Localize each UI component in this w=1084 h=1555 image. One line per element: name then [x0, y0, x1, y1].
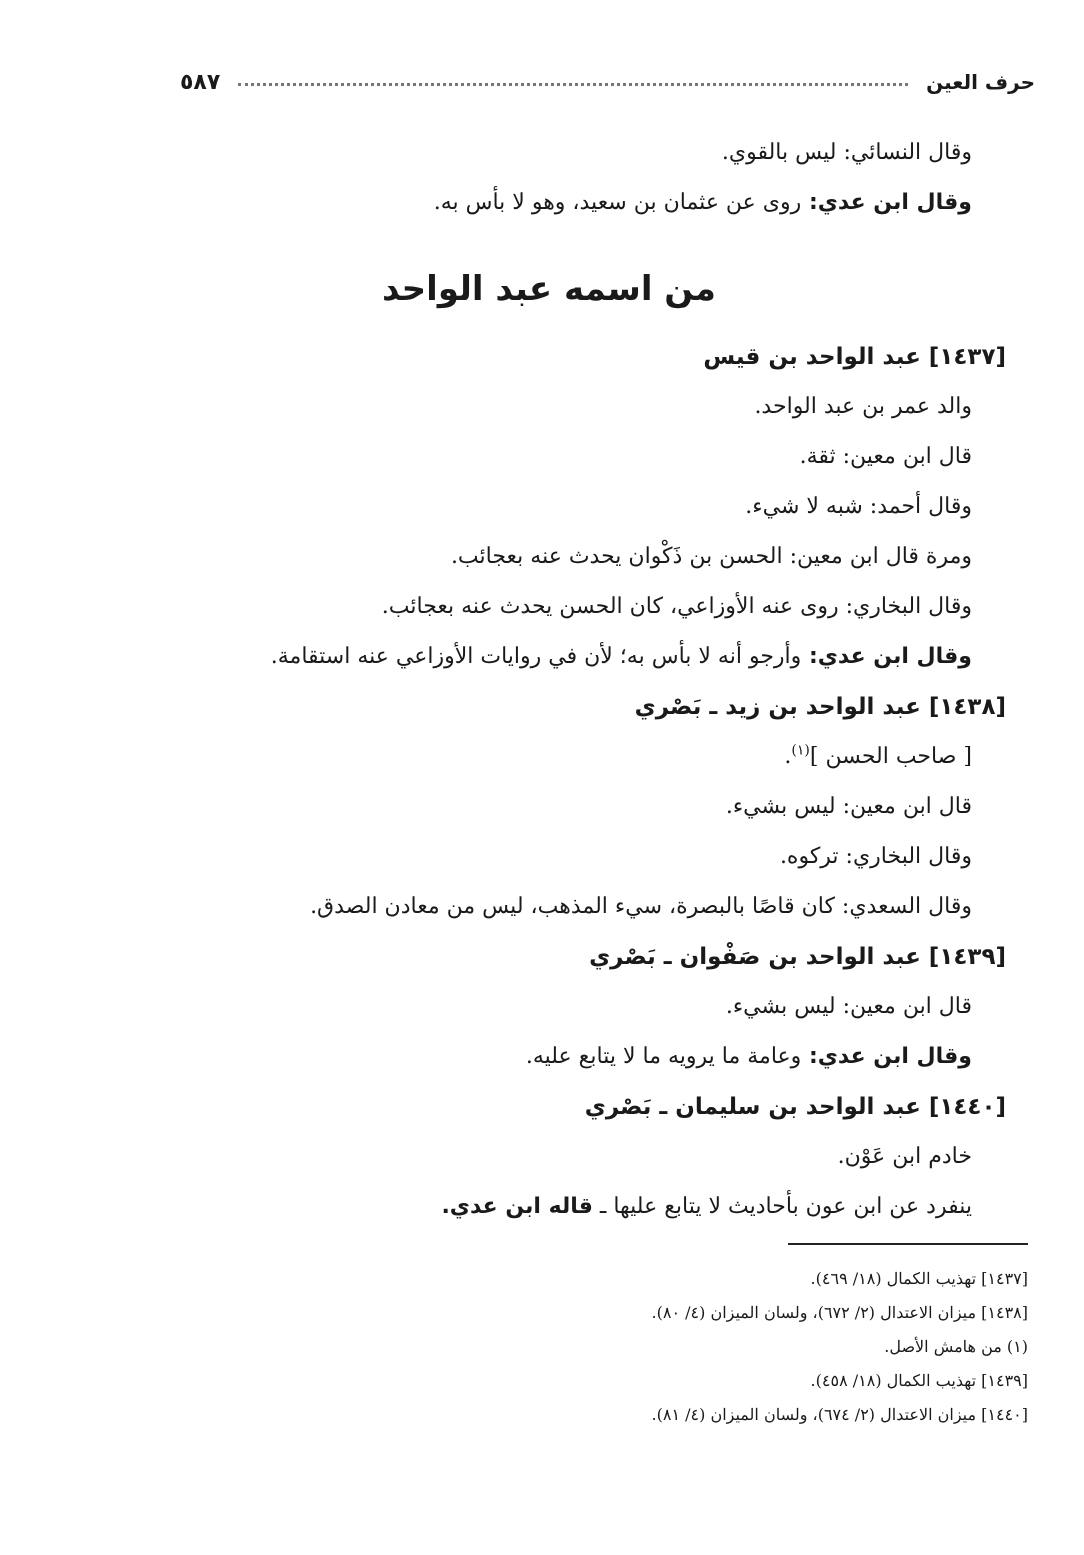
final-attribution: قاله ابن عدي.: [441, 1194, 593, 1219]
entry-heading-1440: [١٤٤٠] عبد الواحد بن سليمان ـ بَصْري: [584, 1094, 1006, 1120]
entry-line: وقال السعدي: كان قاصًا بالبصرة، سيء المذهب، ليس من معادن الصدق.: [310, 894, 972, 919]
entry-line: وقال أحمد: شبه لا شيء.: [745, 494, 972, 519]
entry-closing-line: [164, 1032, 974, 1082]
entry-final-line: [164, 1182, 974, 1232]
intro-line-nasai: [164, 128, 974, 178]
footnote: [١٤٤٠] ميزان الاعتدال (٢/ ٦٧٤)، ولسان الميزان (٤/ ٨١).: [651, 1405, 1028, 1424]
intro-statement: ليس بالقوي.: [721, 140, 837, 165]
intro-speaker: وقال النسائي:: [836, 140, 972, 165]
header-dotted-rule: [238, 83, 908, 86]
entry-line: خادم ابن عَوْن.: [837, 1144, 972, 1169]
bracketed-note: [ صاحب الحسن ]: [809, 744, 972, 769]
entry-heading-1438: [١٤٣٨] عبد الواحد بن زيد ـ بَصْري: [634, 694, 1006, 720]
section-heading: من اسمه عبد الواحد: [382, 269, 716, 309]
footnote: [١٤٣٨] ميزان الاعتدال (٢/ ٦٧٢)، ولسان الميزان (٤/ ٨٠).: [651, 1303, 1028, 1322]
entry-line: قال ابن معين: ليس بشيء.: [725, 794, 972, 819]
ibn-adi-speaker: وقال ابن عدي:: [801, 1044, 972, 1069]
footnote-separator: [788, 1243, 1028, 1245]
entry-line: وقال البخاري: روى عنه الأوزاعي، كان الحسن يحدث عنه بعجائب.: [381, 594, 972, 619]
footnote: [١٤٣٩] تهذيب الكمال (١٨/ ٤٥٨).: [810, 1371, 1028, 1390]
footnote-reference[interactable]: (١): [791, 742, 810, 759]
entry-heading-1437: [١٤٣٧] عبد الواحد بن قيس: [703, 344, 1006, 370]
chapter-title: حرف العين: [926, 70, 1035, 94]
footnote: (١) من هامش الأصل.: [884, 1337, 1028, 1356]
final-statement: ينفرد عن ابن عون بأحاديث لا يتابع عليها ـ: [592, 1194, 972, 1219]
entry-line: قال ابن معين: ليس بشيء.: [725, 994, 972, 1019]
entry-closing-line: [164, 632, 974, 682]
page-number: ٥٨٧: [180, 69, 221, 95]
entry-line: والد عمر بن عبد الواحد.: [754, 394, 972, 419]
bracketed-note-line: [164, 732, 974, 782]
ibn-adi-statement: وعامة ما يرويه ما لا يتابع عليه.: [525, 1044, 802, 1069]
running-header: [180, 62, 1035, 102]
main-text: [164, 128, 1006, 1232]
footnote: [١٤٣٧] تهذيب الكمال (١٨/ ٤٦٩).: [810, 1269, 1028, 1288]
ibn-adi-statement: روى عن عثمان بن سعيد، وهو لا بأس به.: [433, 190, 802, 215]
entry-line: قال ابن معين: ثقة.: [799, 444, 972, 469]
ibn-adi-speaker: وقال ابن عدي:: [801, 190, 972, 215]
footnotes: [328, 1262, 1028, 1432]
entry-line: ومرة قال ابن معين: الحسن بن ذَكْوان يحدث عنه بعجائب.: [450, 544, 972, 569]
entry-line: وقال البخاري: تركوه.: [779, 844, 972, 869]
bracketed-note-tail: .: [784, 744, 792, 769]
entry-heading-1439: [١٤٣٩] عبد الواحد بن صَفْوان ـ بَصْري: [589, 944, 1006, 970]
intro-line-ibn-adi: [164, 178, 974, 228]
ibn-adi-speaker: وقال ابن عدي:: [801, 644, 972, 669]
ibn-adi-statement: وأرجو أنه لا بأس به؛ لأن في روايات الأوزاعي عنه استقامة.: [270, 644, 802, 669]
